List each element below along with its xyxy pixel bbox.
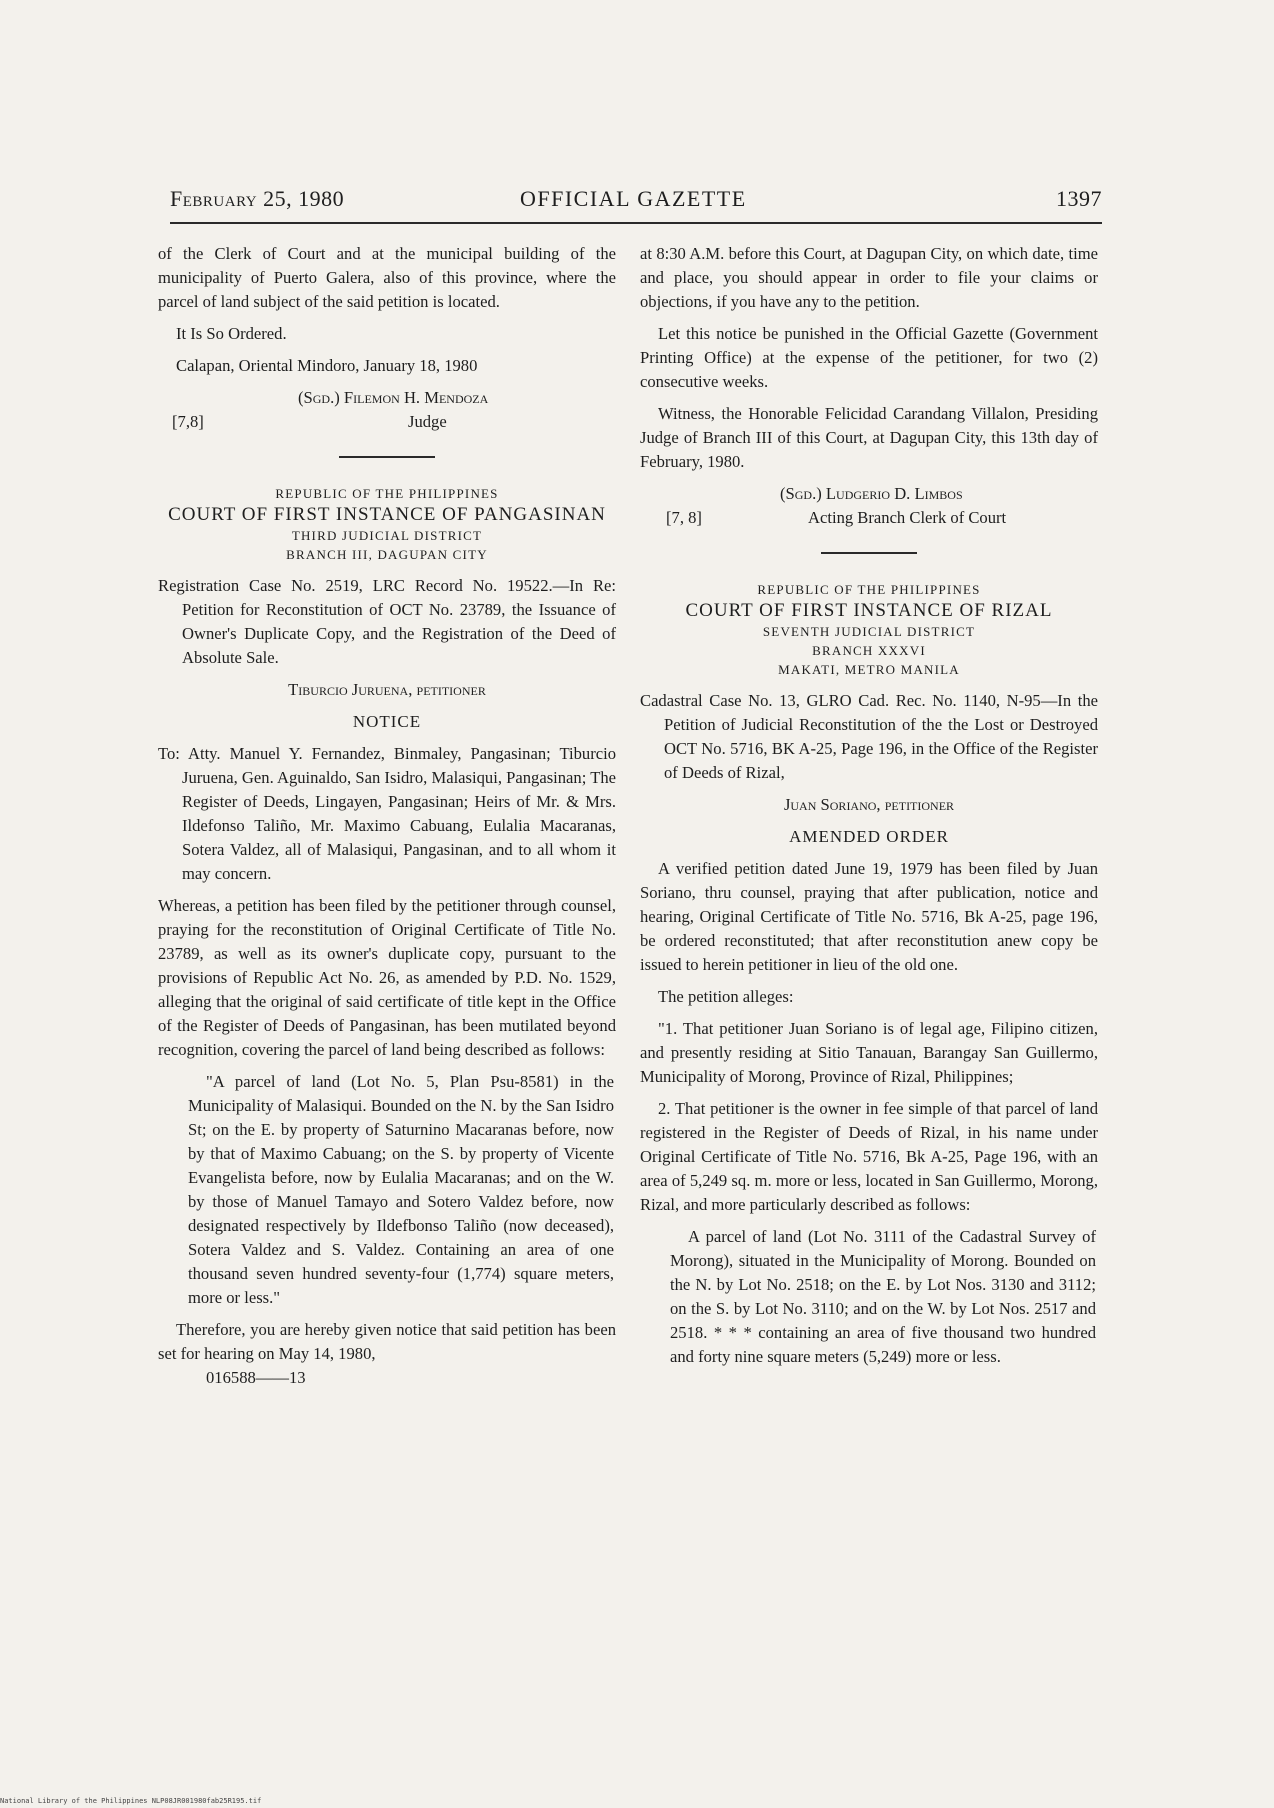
issue-tag: [7, 8]: [666, 508, 702, 527]
page-header: [170, 186, 1102, 220]
gazette-title: OFFICIAL GAZETTE: [520, 186, 747, 211]
land-description-quote: "A parcel of land (Lot No. 5, Plan Psu-8581) in the Municipality of Malasiqui. Bounded on the N. by the San Isidro St; on the E. by property of Saturnino Macaranas before, now by that of Maximo Cabuang; on the S. by property of Vicente Evangelista before, now by Eulalia Macaranas; and on the W. by those of Manuel Tamayo and Sotero Valdez before, now designated respectively by Ildefbonso Taliño (now deceased), Sotera Valdez and S. Valdez. Containing an area of one thousand seven hundred seventy-four (1,774) square meters, more or less.": [188, 1072, 614, 1307]
allegation-item-2: 2. That petitioner is the owner in fee simple of that parcel of land registered in the Register of Deeds of Rizal, in his name under Original Certificate of Title No. 5716, Bk A-25, Page 196, with an area of 5,249 sq. m. more or less, located in San Guillermo, Morong, Rizal, and more particularly described as follows:: [640, 1099, 1098, 1214]
signature-title: Judge: [408, 412, 447, 431]
page-number: 1397: [1056, 186, 1102, 211]
signature-name: (Sgd.) Filemon H. Mendoza: [298, 388, 489, 407]
publication-order: Let this notice be punished in the Official Gazette (Government Printing Office) at the expense of the petitioner, for two (2) consecutive weeks.: [640, 324, 1098, 391]
header-rule: [170, 222, 1102, 224]
section-divider: [339, 456, 435, 458]
left-column: [158, 242, 616, 1390]
signature-block-judge: [158, 386, 616, 438]
right-column: [640, 242, 1098, 1377]
section-divider: [821, 552, 917, 554]
header-date: February 25, 1980: [170, 186, 345, 211]
signature-title: Acting Branch Clerk of Court: [808, 508, 1007, 527]
court-heading: COURT OF FIRST INSTANCE OF PANGASINAN: [168, 504, 606, 525]
order-title: AMENDED ORDER: [789, 827, 949, 846]
scan-footer: National Library of the Philippines NLP08JR001980fab25R195.tif: [0, 1797, 262, 1805]
signature-block-clerk: [640, 482, 1098, 534]
location-heading: MAKATI, METRO MANILA: [778, 662, 960, 677]
issue-tag: [7,8]: [172, 412, 204, 431]
notice-addressees: To: Atty. Manuel Y. Fernandez, Binmaley, Pangasinan; Tiburcio Juruena, Gen. Aguinaldo, San Isidro, Malasiqui, Pangasinan; The Register of Deeds, Lingayen, Pangasinan; Heirs of Mr. & Mrs. Ildefonso Taliño, Mr. Maximo Cabuang, Eulalia Macaranas, Sotera Valdez, all of Malasiqui, Pangasinan, and to all whom it may concern.: [158, 744, 616, 883]
branch-heading: BRANCH XXXVI: [812, 643, 926, 658]
signature-name: (Sgd.) Ludgerio D. Limbos: [780, 484, 963, 503]
petitioner-line: Juan Soriano, petitioner: [783, 795, 955, 814]
continued-paragraph: at 8:30 A.M. before this Court, at Dagupan City, on which date, time and place, you should appear in order to file your claims or objections, if you have any to the petition.: [640, 244, 1098, 311]
district-heading: SEVENTH JUDICIAL DISTRICT: [762, 624, 976, 639]
petitioner-line: Tiburcio Juruena, petitioner: [288, 680, 486, 699]
petition-paragraph: A verified petition dated June 19, 1979 has been filed by Juan Soriano, thru counsel, praying that after publication, notice and hearing, Original Certificate of Title No. 5716, Bk A-25, page 196, be ordered reconstituted; that after reconstitution anew copy be issued to herein petitioner in lieu of the old one.: [640, 859, 1098, 974]
notice-title: NOTICE: [352, 712, 422, 731]
republic-heading: REPUBLIC OF THE PHILIPPINES: [275, 486, 499, 501]
publication-code: 016588——13: [206, 1368, 306, 1387]
district-heading: THIRD JUDICIAL DISTRICT: [291, 528, 483, 543]
case-caption: Cadastral Case No. 13, GLRO Cad. Rec. No. 1140, N-95—In the Petition of Judicial Reconstitution of the the Lost or Destroyed OCT No. 5716, BK A-25, Page 196, in the Office of the Register of Deeds of Rizal,: [640, 691, 1098, 782]
alleges-line: The petition alleges:: [658, 987, 794, 1006]
continued-paragraph: of the Clerk of Court and at the municipal building of the municipality of Puerto Galera, also of this province, where the parcel of land subject of the said petition is located.: [158, 244, 616, 311]
land-description-quote: A parcel of land (Lot No. 3111 of the Cadastral Survey of Morong), situated in the Municipality of Morong. Bounded on the N. by Lot No. 2518; on the E. by Lot Nos. 3130 and 3112; on the S. by Lot No. 3110; and on the W. by Lot Nos. 2517 and 2518. * * * containing an area of five thousand two hundred and forty nine square meters (5,249) more or less.: [670, 1227, 1096, 1366]
so-ordered: It Is So Ordered.: [176, 324, 287, 343]
republic-heading: REPUBLIC OF THE PHILIPPINES: [757, 582, 981, 597]
court-heading: COURT OF FIRST INSTANCE OF RIZAL: [685, 600, 1053, 621]
whereas-paragraph: Whereas, a petition has been filed by the petitioner through counsel, praying for the reconstitution of Original Certificate of Title No. 23789, as well as its owner's duplicate copy, pursuant to the provisions of Republic Act No. 26, as amended by P.D. No. 1529, alleging that the original of said certificate of title kept in the Office of the Register of Deeds of Pangasinan, has been mutilated beyond recognition, covering the parcel of land being described as follows:: [158, 896, 616, 1059]
witness-paragraph: Witness, the Honorable Felicidad Carandang Villalon, Presiding Judge of Branch III of this Court, at Dagupan City, this 13th day of February, 1980.: [640, 404, 1098, 471]
therefore-paragraph: Therefore, you are hereby given notice that said petition has been set for hearing on May 14, 1980,: [158, 1320, 616, 1363]
allegation-item-1: "1. That petitioner Juan Soriano is of legal age, Filipino citizen, and presently residing at Sitio Tanauan, Barangay San Guillermo, Municipality of Morong, Province of Rizal, Philippines;: [640, 1019, 1098, 1086]
case-caption: Registration Case No. 2519, LRC Record No. 19522.—In Re: Petition for Reconstitution of OCT No. 23789, the Issuance of Owner's Duplicate Copy, and the Registration of the Deed of Absolute Sale.: [158, 576, 616, 667]
branch-heading: BRANCH III, DAGUPAN CITY: [286, 547, 488, 562]
place-date: Calapan, Oriental Mindoro, January 18, 1980: [176, 356, 478, 375]
